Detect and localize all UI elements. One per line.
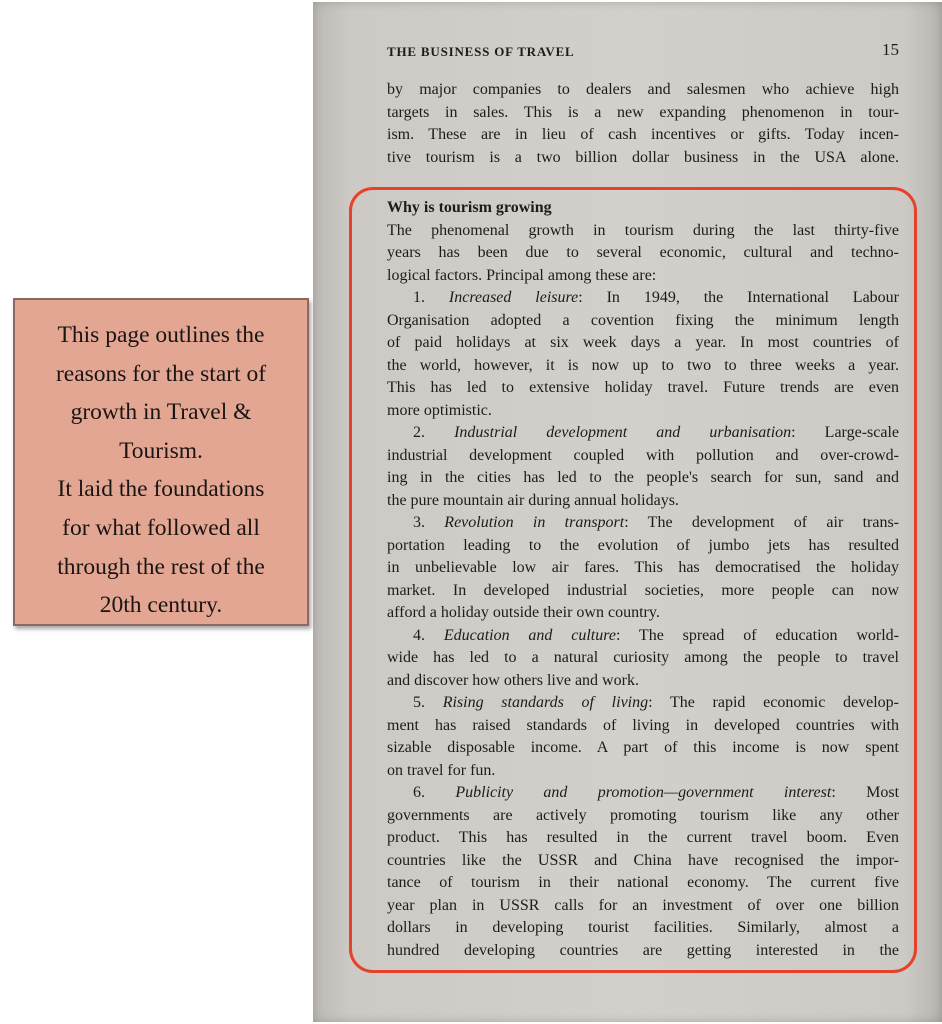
text-line: targets in sales. This is a new expanding phenomenon in tour- <box>387 103 899 121</box>
running-head: THE BUSINESS OF TRAVEL <box>387 44 575 59</box>
text-line: in unbelievable low air fares. This has democratised the holiday <box>387 559 899 576</box>
text-line: governments are actively promoting tourism like any other <box>387 806 899 824</box>
text-line: portation leading to the evolution of jumbo jets has resulted <box>387 536 899 554</box>
text-line: year plan in USSR calls for an investment of over one billion <box>387 896 899 914</box>
text-line: tance of tourism in their national economy. The current five <box>387 874 899 891</box>
text-line: more optimistic. <box>387 401 492 419</box>
callout-line: This page outlines the <box>57 322 265 348</box>
item-title: Publicity and promotion—government interest <box>455 784 832 801</box>
highlight-box <box>349 187 917 973</box>
text-line: ment has raised standards of living in developed countries with <box>387 716 899 734</box>
text-line: Organisation adopted a covention fixing the minimum length <box>387 311 899 329</box>
page-number: 15 <box>882 40 899 59</box>
intro-paragraph <box>387 79 899 169</box>
list-item-2-head: 2. Industrial development and urbanisation: Large-scale <box>413 424 899 441</box>
list-item-4-head: 4. Education and culture: The spread of education world- <box>413 626 900 644</box>
text-line: afford a holiday outside their own country. <box>387 604 660 621</box>
text-line: sizable disposable income. A part of this income is now spent <box>387 739 899 756</box>
callout-line: for what followed all <box>62 514 260 541</box>
text-line: of paid holidays at six week days a year. In most countries of <box>387 334 899 351</box>
section-heading: Why is tourism growing <box>387 199 552 216</box>
text-line: the pure mountain air during annual holidays. <box>387 491 679 509</box>
callout-line: through the rest of the <box>57 553 265 580</box>
callout-line: reasons for the start of <box>55 360 267 387</box>
text-line: ism. These are in lieu of cash incentives or gifts. Today incen- <box>387 126 899 143</box>
text-line: years has been due to several economic, cultural and techno- <box>387 244 899 261</box>
text-line: product. This has resulted in the current travel boom. Even <box>387 829 899 846</box>
list-item-1-head: 1. Increased leisure: In 1949, the International Labour <box>413 289 900 306</box>
text-line: on travel for fun. <box>387 761 496 779</box>
text-line: wide has led to a natural curiosity among the people to travel <box>387 649 899 666</box>
item-title: Increased leisure <box>448 289 579 306</box>
text-line: countries like the USSR and China have recognised the impor- <box>387 851 899 869</box>
item-title: Rising standards of living <box>442 694 649 711</box>
text-line: tive tourism is a two billion dollar business in the USA alone. <box>387 148 899 166</box>
text-line: and discover how others live and work. <box>387 671 639 689</box>
text-line: logical factors. Principal among these are: <box>387 266 657 284</box>
list-item-3-head: 3. Revolution in transport: The development of air trans- <box>413 514 899 531</box>
text-line: by major companies to dealers and salesmen who achieve high <box>387 81 899 98</box>
list-item-5-head: 5. Rising standards of living: The rapid economic develop- <box>413 694 900 711</box>
item-title: Industrial development and urbanisation <box>454 424 792 441</box>
text-line: market. In developed industrial societies, more people can now <box>387 581 899 599</box>
text-line: This has led to extensive holiday travel. Future trends are even <box>387 379 899 396</box>
list-item-6-head: 6. Publicity and promotion—government interest: Most <box>413 784 900 801</box>
callout-line: Tourism. <box>119 437 203 464</box>
text-line: The phenomenal growth in tourism during the last thirty-five <box>387 221 899 239</box>
text-line: the world, however, it is now up to two to three weeks a year. <box>387 356 899 374</box>
text-line: ing in the cities has led to the people's search for sun, sand and <box>387 469 899 486</box>
callout-note <box>13 298 309 626</box>
item-title: Revolution in transport <box>444 514 625 531</box>
text-line: industrial development coupled with pollution and over-crowd- <box>387 446 899 464</box>
page-header <box>387 40 899 64</box>
callout-line: It laid the foundations <box>57 476 265 503</box>
callout-line: 20th century. <box>99 592 223 619</box>
callout-line: growth in Travel & <box>70 399 252 426</box>
text-line: dollars in developing tourist facilities. Similarly, almost a <box>387 919 899 936</box>
item-title: Education and culture <box>443 626 616 644</box>
text-line: hundred developing countries are getting interested in the <box>387 941 899 959</box>
